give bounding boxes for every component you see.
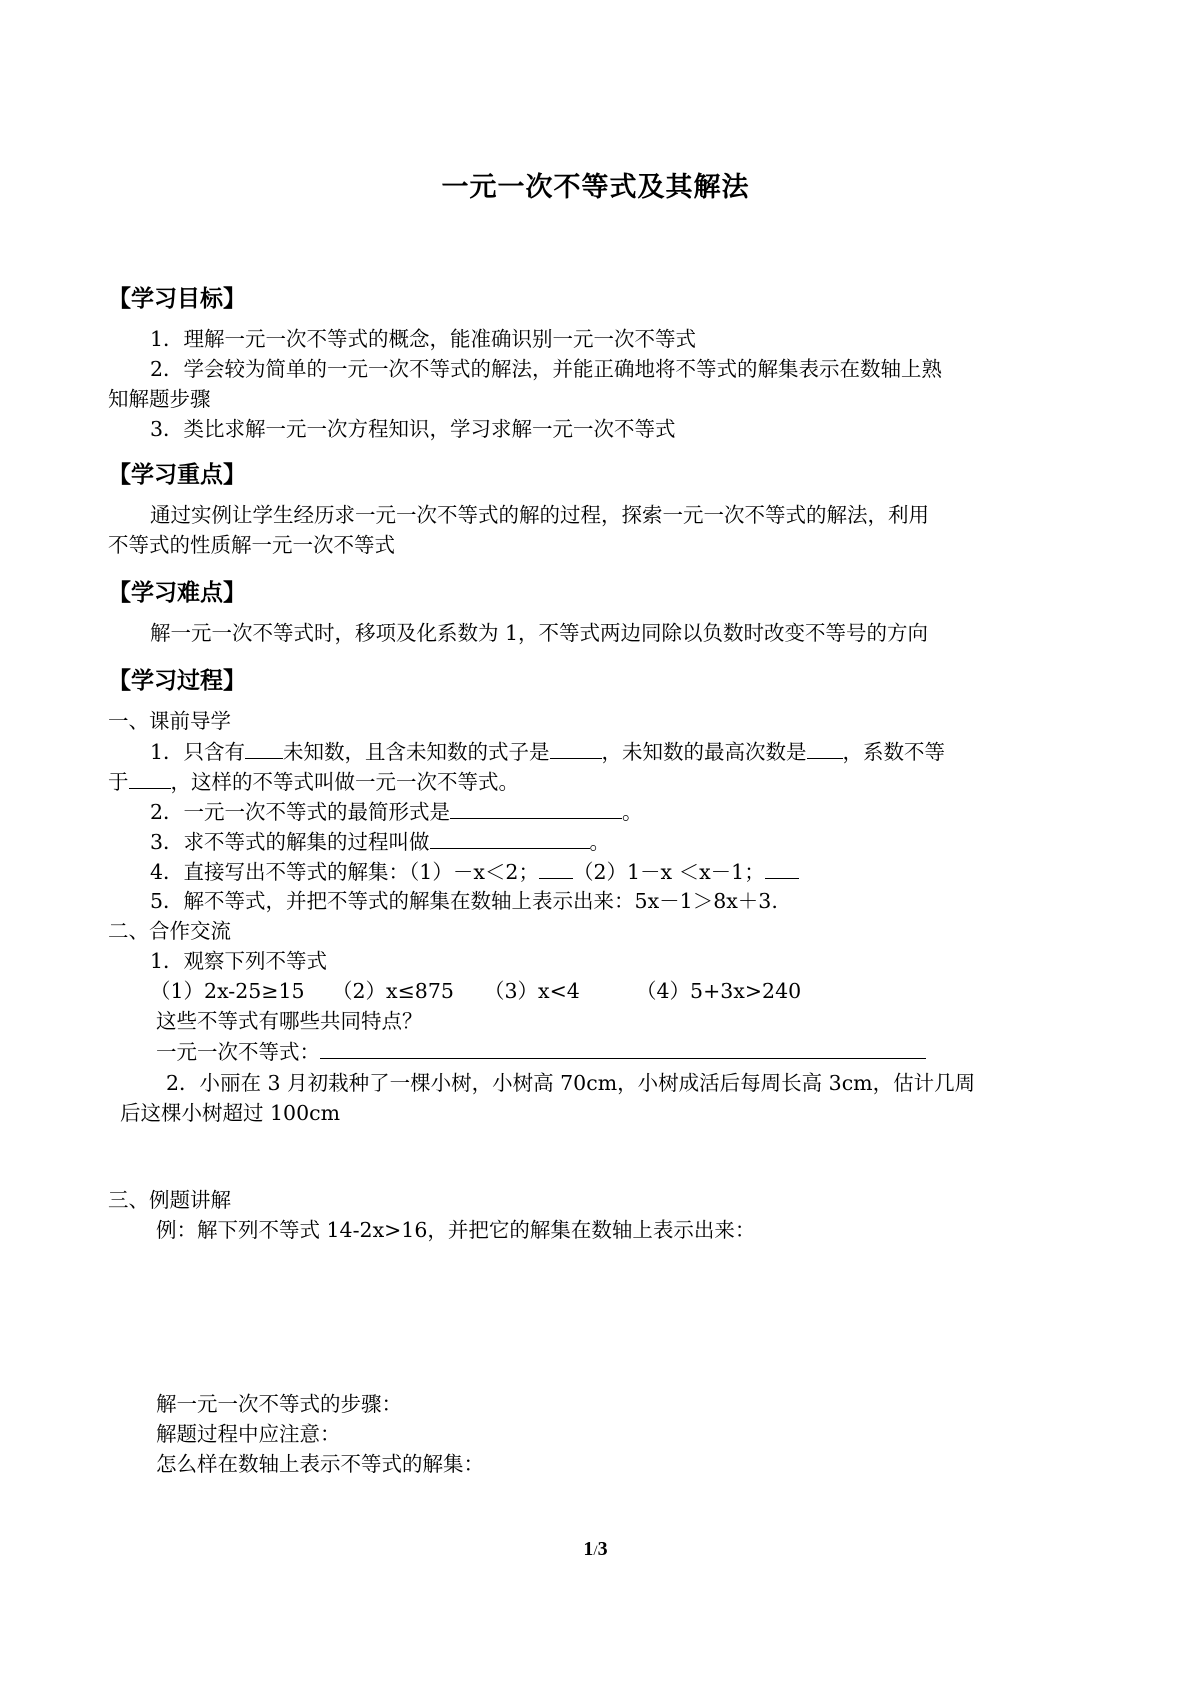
q1-text-e: 于 (108, 770, 129, 794)
q3-text: 3．求不等式的解集的过程叫做 (150, 830, 430, 854)
q2-end: 。 (622, 800, 643, 824)
part3-example: 例：解下列不等式 14-2x>16，并把它的解集在数轴上表示出来： (156, 1218, 756, 1242)
blank-q4-answer-1[interactable] (539, 856, 573, 879)
page-total: 3 (597, 1538, 608, 1560)
blank-definition[interactable] (320, 1036, 926, 1059)
part1-q5: 5．解不等式，并把不等式的解集在数轴上表示出来：5x－1＞8x＋3. (150, 889, 778, 913)
part2-definition (156, 1036, 926, 1067)
part2-q2-line-1: 2．小丽在 3 月初栽种了一棵小树，小树高 70cm，小树成活后每周长高 3cm，估计几周 (166, 1071, 976, 1095)
part1-q1 (150, 736, 945, 767)
q1-text-a: 1．只含有 (150, 740, 246, 764)
part3-steps: 解一元一次不等式的步骤： (156, 1392, 402, 1416)
part1-q3 (150, 826, 610, 857)
part1-q1-cont (108, 766, 519, 797)
heading-goals: 【学习目标】 (108, 286, 246, 312)
part1-title: 一、课前导学 (108, 709, 231, 733)
part2-inequality-4: （4）5+3x>240 (636, 979, 802, 1003)
q1-text-c: ，未知数的最高次数是 (601, 740, 807, 764)
q2-text: 2．一元一次不等式的最简形式是 (150, 800, 451, 824)
blank-q4-answer-2[interactable] (765, 856, 799, 879)
part3-notes: 解题过程中应注意： (156, 1422, 341, 1446)
difficulty-line-1: 解一元一次不等式时，移项及化系数为 1，不等式两边同除以负数时改变不等号的方向 (150, 621, 929, 645)
part1-q4 (150, 856, 799, 887)
page-current: 1 (583, 1538, 594, 1560)
q1-text-d: ，系数不等 (842, 740, 946, 764)
definition-label: 一元一次不等式： (156, 1040, 320, 1064)
blank-q3-process-name[interactable] (430, 826, 590, 849)
goal-item-2: 2．学会较为简单的一元一次不等式的解法，并能正确地将不等式的解集表示在数轴上熟 (150, 357, 943, 381)
q3-end: 。 (589, 830, 611, 854)
blank-q1-coefficient[interactable] (129, 766, 171, 789)
part3-title: 三、例题讲解 (108, 1188, 231, 1212)
goal-item-3: 3．类比求解一元一次方程知识，学习求解一元一次不等式 (150, 417, 676, 441)
heading-focus: 【学习重点】 (108, 462, 246, 488)
heading-process: 【学习过程】 (108, 668, 246, 694)
page-title: 一元一次不等式及其解法 (441, 172, 750, 203)
blank-q1-count[interactable] (245, 736, 283, 759)
goal-item-2-cont: 知解题步骤 (108, 387, 211, 411)
part2-q1: 1．观察下列不等式 (150, 949, 328, 973)
blank-q1-expression[interactable] (550, 736, 602, 759)
q1-text-b: 未知数，且含未知数的式子是 (283, 740, 550, 764)
blank-q2-simplest-form[interactable] (450, 796, 622, 819)
part2-q2-line-2: 后这棵小树超过 100cm (120, 1101, 341, 1125)
focus-line-1: 通过实例让学生经历求一元一次不等式的解的过程，探索一元一次不等式的解法，利用 (150, 503, 929, 527)
heading-difficulty: 【学习难点】 (108, 580, 246, 606)
page-separator: / (593, 1543, 598, 1559)
goal-item-1: 1．理解一元一次不等式的概念，能准确识别一元一次不等式 (150, 327, 697, 351)
focus-line-2: 不等式的性质解一元一次不等式 (108, 533, 395, 557)
part3-numberline: 怎么样在数轴上表示不等式的解集： (156, 1452, 484, 1476)
part2-inequality-1: （1）2x-25≥15 (150, 979, 305, 1003)
part2-inequality-2: （2）x≤875 (332, 979, 454, 1003)
part2-title: 二、合作交流 (108, 919, 231, 943)
q4-text-b: （2）1－x ＜x－1； (572, 860, 765, 884)
q4-text-a: 4．直接写出不等式的解集：（1）－x＜2； (150, 860, 539, 884)
part1-q2 (150, 796, 643, 827)
page-number (0, 1536, 1191, 1564)
q1-text-f: ，这样的不等式叫做一元一次不等式。 (170, 770, 519, 794)
part2-inequality-3: （3）x<4 (484, 979, 580, 1003)
part2-common-question: 这些不等式有哪些共同特点？ (156, 1009, 423, 1033)
blank-q1-degree[interactable] (807, 736, 843, 759)
